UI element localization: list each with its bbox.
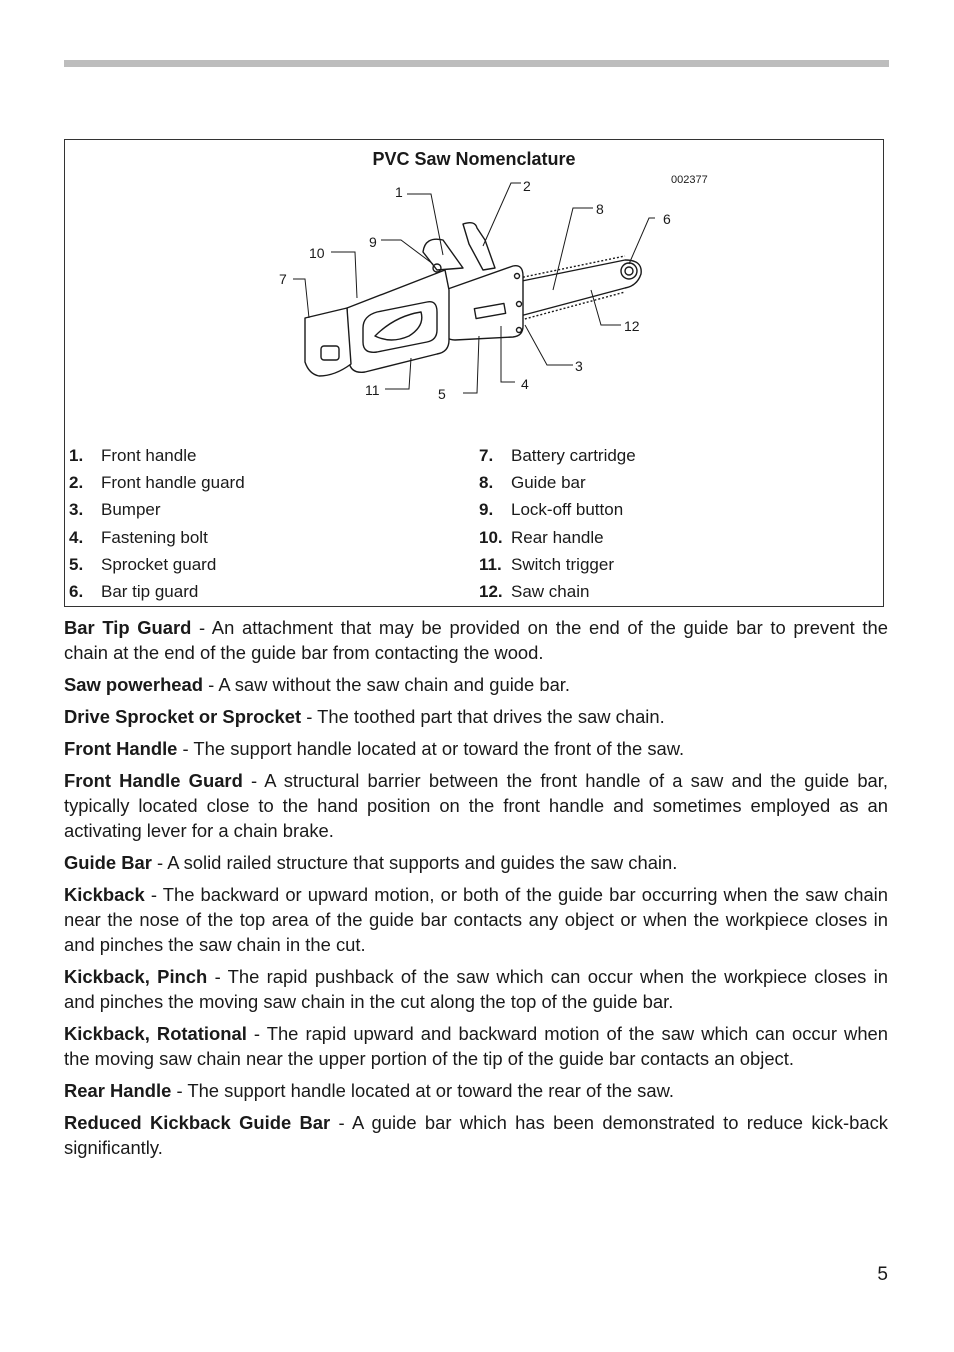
- part-number: 5.: [69, 554, 84, 574]
- part-label: Fastening bolt: [101, 527, 208, 547]
- part-number: 10.: [479, 527, 503, 547]
- definition-text: - A saw without the saw chain and guide bar.: [203, 674, 571, 695]
- definition-text: - The support handle located at or toward the rear of the saw.: [171, 1080, 674, 1101]
- figure-code: 002377: [671, 174, 708, 186]
- part-number: 3.: [69, 500, 84, 520]
- part-item: [69, 469, 245, 496]
- part-item: [69, 551, 245, 578]
- part-item: [69, 578, 245, 605]
- part-number: 11.: [479, 554, 502, 574]
- guide-bar-shape: [517, 260, 641, 316]
- definition-term: Bar Tip Guard: [64, 617, 192, 638]
- callout-11: 11: [365, 382, 380, 398]
- parts-list-right: [479, 442, 636, 606]
- definition-term: Rear Handle: [64, 1080, 172, 1101]
- part-item: [479, 524, 636, 551]
- definition-paragraph: [64, 736, 888, 761]
- nomenclature-title: PVC Saw Nomenclature: [372, 149, 576, 169]
- battery-cartridge-shape: [305, 308, 351, 376]
- part-label: Bar tip guard: [101, 582, 199, 602]
- definition-text: - The backward or upward motion, or both of the guide bar occurring when the saw chain near the nose of the top area of the guide bar contacts any object or when the workpiece closes in and pinches the saw chain in the cut.: [64, 884, 888, 955]
- part-item: [69, 497, 245, 524]
- definition-term: Saw powerhead: [64, 674, 203, 695]
- part-item: [69, 524, 245, 551]
- callout-10: 10: [309, 245, 325, 261]
- definition-paragraph: [64, 672, 888, 697]
- definition-text: - The toothed part that drives the saw chain.: [301, 706, 665, 727]
- part-label: Guide bar: [511, 472, 586, 492]
- definition-paragraph: [64, 1021, 888, 1071]
- callout-8: 8: [596, 201, 604, 217]
- part-label: Bumper: [101, 500, 161, 520]
- definition-paragraph: [64, 1110, 888, 1160]
- callout-2: 2: [523, 178, 531, 194]
- definition-term: Kickback: [64, 884, 145, 905]
- sprocket-guard-shape: [443, 266, 523, 340]
- definition-text: - The support handle located at or toward the front of the saw.: [177, 738, 685, 759]
- definition-term: Guide Bar: [64, 852, 152, 873]
- part-number: 6.: [69, 582, 84, 602]
- definition-text: - The rapid upward and backward motion of the saw which can occur when the moving saw chain near the upper portion of the tip of the guide bar contacts an object.: [64, 1023, 888, 1069]
- callout-7: 7: [279, 271, 287, 287]
- definition-paragraph: [64, 850, 888, 875]
- definition-text: - A solid railed structure that supports and guides the saw chain.: [151, 852, 678, 873]
- part-number: 4.: [69, 527, 84, 547]
- part-label: Switch trigger: [511, 554, 614, 574]
- callout-1: 1: [395, 184, 403, 200]
- nomenclature-box: [64, 139, 884, 607]
- definition-paragraph: [64, 615, 888, 665]
- definition-paragraph: [64, 882, 888, 957]
- part-number: 1.: [69, 445, 84, 465]
- page-number: 5: [877, 1264, 888, 1285]
- saw-illustration: [305, 223, 641, 376]
- part-number: 8.: [479, 472, 494, 492]
- callout-3: 3: [575, 358, 583, 374]
- definition-term: Kickback, Pinch: [64, 966, 208, 987]
- header-rule: [64, 60, 889, 67]
- saw-body-shape: [347, 270, 449, 372]
- part-label: Saw chain: [511, 582, 590, 602]
- definition-text: - A guide bar which has been demonstrated to reduce kick-back significantly.: [64, 1112, 888, 1158]
- part-number: 9.: [479, 500, 494, 520]
- definition-term: Reduced Kickback Guide Bar: [64, 1112, 331, 1133]
- part-number: 7.: [479, 445, 494, 465]
- part-item: [479, 497, 636, 524]
- part-item: [69, 442, 245, 469]
- definition-text: - A structural barrier between the front handle of a saw and the guide bar, typically located close to the hand position on the front handle and sometimes employed as an activating lever for a chain brake.: [64, 770, 888, 841]
- part-label: Front handle: [101, 445, 197, 465]
- part-label: Lock-off button: [511, 500, 624, 520]
- part-label: Front handle guard: [101, 472, 245, 492]
- definition-paragraph: [64, 1078, 888, 1103]
- part-item: [479, 551, 636, 578]
- pvc-saw-diagram: [65, 140, 885, 440]
- callout-9: 9: [369, 234, 377, 250]
- definition-term: Kickback, Rotational: [64, 1023, 247, 1044]
- definition-text: - An attachment that may be provided on the end of the guide bar to prevent the chain at the end of the guide bar from contacting the wood.: [64, 617, 888, 663]
- callout-5: 5: [438, 386, 446, 402]
- definition-term: Front Handle: [64, 738, 178, 759]
- definition-term: Drive Sprocket or Sprocket: [64, 706, 302, 727]
- part-number: 2.: [69, 472, 84, 492]
- definitions-list: [64, 615, 888, 1167]
- definition-paragraph: [64, 964, 888, 1014]
- parts-list-left: [69, 442, 245, 606]
- callout-12: 12: [624, 318, 640, 334]
- callout-4: 4: [521, 376, 529, 392]
- callout-6: 6: [663, 211, 671, 227]
- definition-term: Front Handle Guard: [64, 770, 243, 791]
- part-label: Battery cartridge: [511, 445, 636, 465]
- definition-text: - The rapid pushback of the saw which can occur when the workpiece closes in and pinches the moving saw chain in the cut along the top of the guide bar.: [64, 966, 888, 1012]
- part-item: [479, 442, 636, 469]
- part-item: [479, 469, 636, 496]
- part-item: [479, 578, 636, 605]
- definition-paragraph: [64, 704, 888, 729]
- part-number: 12.: [479, 582, 503, 602]
- part-label: Rear handle: [511, 527, 604, 547]
- part-label: Sprocket guard: [101, 554, 217, 574]
- definition-paragraph: [64, 768, 888, 843]
